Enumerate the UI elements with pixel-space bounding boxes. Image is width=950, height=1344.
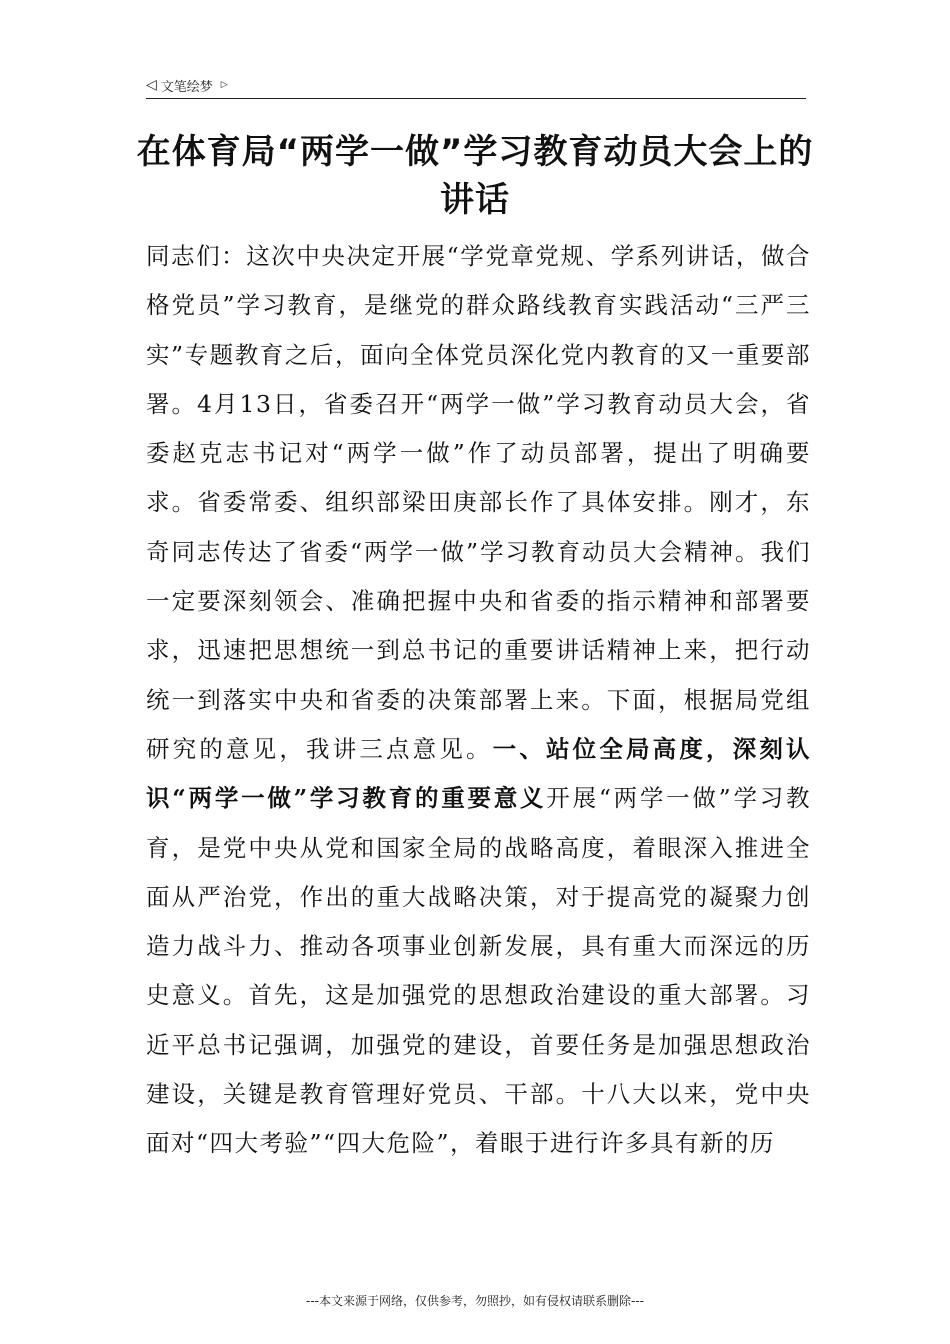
left-triangle-icon: ◁ [146, 77, 157, 93]
document-title: 在体育局“两学一做”学习教育动员大会上的讲话 [136, 132, 814, 220]
page-footer-note: ---本文来源于网络，仅供参考，勿照抄，如有侵权请联系删除--- [306, 1294, 644, 1308]
section-1-text: 开展“两学一做”学习教育，是党中央从党和国家全局的战略高度，着眼深入推进全面从严治党，作出的重大战略决策，对于提高党的凝聚力创造力战斗力、推动各项事业创新发展，具有重大而深远的历史意义。首先，这是加强党的思想政治建设的重大部署。习近平总书记强调，加强党的建设，首要任务是加强思想政治建设，关键是教育管理好党员、干部。十八大以来，党中央面对“四大考验”“四大危险”，着眼于进行许多具有新的历 [146, 784, 811, 1158]
right-triangle-icon: ▷ [220, 79, 228, 90]
intro-paragraph: 同志们：这次中央决定开展“学党章党规、学系列讲话，做合格党员”学习教育，是继党的群众路线教育实践活动“三严三实”专题教育之后，面向全体党员深化党内教育的又一重要部署。4月13日，省委召开“两学一做”学习教育动员大会，省委赵克志书记对“两学一做”作了动员部署，提出了明确要求。省委常委、组织部梁田庚部长作了具体安排。刚才，东奇同志传达了省委“两学一做”学习教育动员大会精神。我们一定要深刻领会、准确把握中央和省委的指示精神和部署要求，迅速把思想统一到总书记的重要讲话精神上来，把行动统一到落实中央和省委的决策部署上来。下面，根据局党组研究的意见，我讲三点意见。 [146, 242, 811, 763]
page-header [146, 72, 806, 99]
section-1-heading: 一、站位全局高度，深刻认识“两学一做”学习教育的重要意义 [146, 734, 812, 813]
document-body [146, 232, 811, 1169]
header-title: 文笔绘梦 [160, 79, 213, 95]
